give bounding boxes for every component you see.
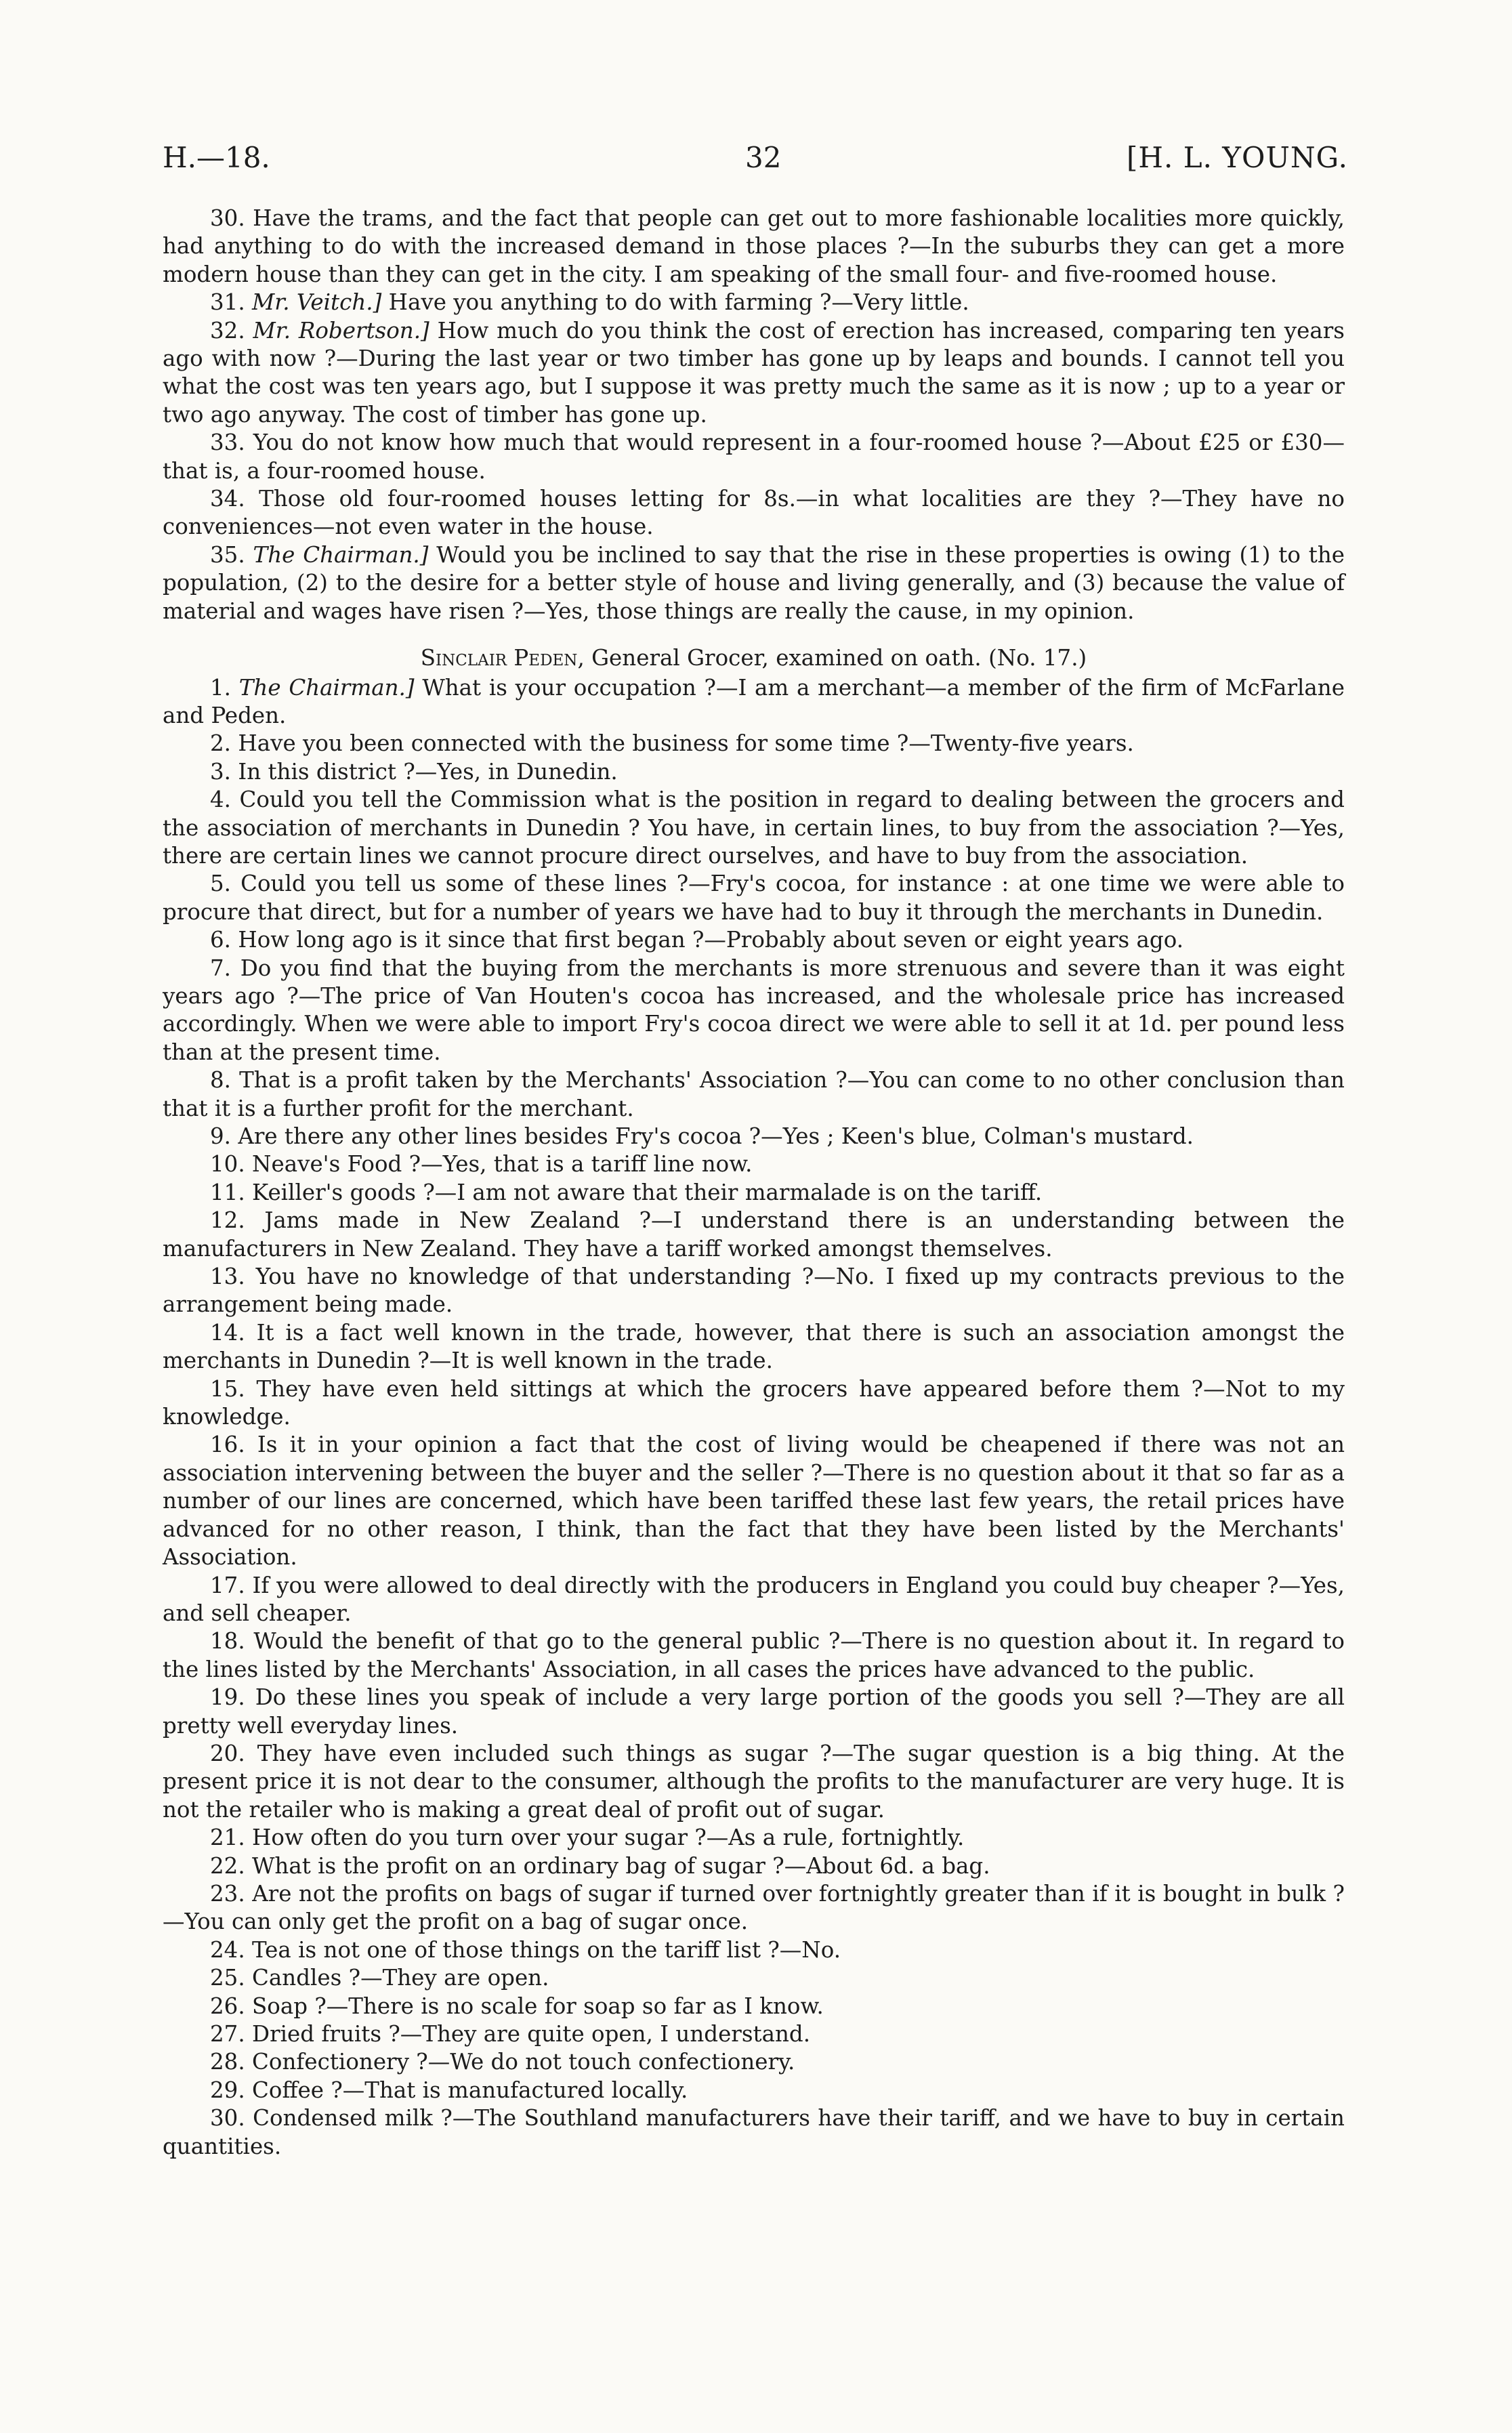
qa-text: Have you anything to do with farming ?—Very little.	[388, 289, 969, 316]
question-answer	[163, 1431, 1345, 1571]
question-answer	[163, 870, 1345, 926]
question-answer	[163, 429, 1345, 485]
question-answer	[163, 786, 1345, 870]
question-answer	[163, 1319, 1345, 1375]
question-number: 23.	[210, 1880, 245, 1907]
speaker: The Chairman.]	[253, 541, 429, 568]
question-number: 32.	[210, 317, 245, 344]
question-answer	[163, 2020, 1345, 2048]
question-number: 14.	[210, 1319, 245, 1346]
question-answer	[163, 730, 1345, 757]
question-number: 29.	[210, 2077, 245, 2103]
question-number: 10.	[210, 1151, 245, 1178]
witness-name: Sinclair Peden	[420, 645, 578, 671]
question-answer	[163, 758, 1345, 786]
question-number: 21.	[210, 1825, 245, 1851]
question-answer	[163, 205, 1345, 289]
qa-text: Coffee ?—That is manufactured locally.	[252, 2077, 688, 2103]
question-answer	[163, 1066, 1345, 1123]
qa-text: Jams made in New Zealand ?—I understand there is an understanding between the manufacturers in New Zealand. They have a tariff worked amongst themselves.	[163, 1207, 1345, 1262]
document-body	[163, 205, 1345, 2161]
young-evidence	[163, 205, 1345, 625]
qa-text: Have you been connected with the business for some time ?—Twenty-five years.	[238, 730, 1134, 757]
qa-text: What is the profit on an ordinary bag of sugar ?—About 6d. a bag.	[252, 1852, 990, 1879]
question-number: 28.	[210, 2049, 245, 2075]
question-answer	[163, 1964, 1345, 1992]
question-number: 27.	[210, 2021, 245, 2047]
qa-text: Could you tell us some of these lines ?—Fry's cocoa, for instance : at one time we were able to procure that direct, but for a number of years we have had to buy it through the merchants in Dunedin.	[163, 871, 1345, 925]
qa-text: How long ago is it since that first began ?—Probably about seven or eight years ago.	[238, 927, 1184, 953]
qa-text: Confectionery ?—We do not touch confectionery.	[252, 2049, 795, 2075]
question-answer	[163, 1179, 1345, 1207]
qa-text: Keiller's goods ?—I am not aware that their marmalade is on the tariff.	[252, 1179, 1043, 1205]
qa-text: Candles ?—They are open.	[252, 1965, 549, 1991]
question-answer	[163, 1880, 1345, 1936]
question-number: 20.	[210, 1740, 245, 1766]
question-answer	[163, 2048, 1345, 2076]
question-number: 31.	[210, 289, 245, 316]
question-number: 33.	[210, 430, 245, 456]
qa-text: Soap ?—There is no scale for soap so far as I know.	[252, 1993, 824, 2019]
question-number: 11.	[210, 1179, 245, 1205]
question-answer	[163, 1572, 1345, 1628]
qa-text: Do these lines you speak of include a very large portion of the goods you sell ?—They are all pretty well everyday lines.	[163, 1684, 1345, 1739]
question-number: 26.	[210, 1993, 245, 2019]
qa-text: In this district ?—Yes, in Dunedin.	[238, 758, 618, 785]
question-answer	[163, 317, 1345, 430]
qa-text: Do you find that the buying from the merchants is more strenuous and severe than it was eight years ago ?—The price of Van Houten's cocoa has increased, and the wholesale price has increased accordingly. When we were able to import Fry's cocoa direct we were able to sell it at 1d. per pound less than at the present time.	[163, 955, 1345, 1065]
speaker: Mr. Robertson.]	[253, 317, 429, 344]
qa-text: How often do you turn over your sugar ?—As a rule, fortnightly.	[252, 1825, 965, 1851]
speaker: The Chairman.]	[238, 674, 415, 701]
question-answer	[163, 1936, 1345, 1964]
question-answer	[163, 1150, 1345, 1178]
question-number: 30.	[210, 205, 245, 231]
question-number: 3.	[210, 758, 232, 785]
qa-text: Tea is not one of those things on the tariff list ?—No.	[252, 1936, 841, 1963]
question-answer	[163, 2104, 1345, 2161]
question-number: 24.	[210, 1936, 245, 1963]
question-number: 2.	[210, 730, 232, 757]
question-answer	[163, 1740, 1345, 1824]
question-number: 15.	[210, 1375, 245, 1402]
qa-text: Neave's Food ?—Yes, that is a tariff line now.	[252, 1151, 753, 1178]
question-number: 22.	[210, 1852, 245, 1879]
question-number: 4.	[210, 787, 232, 813]
qa-text: Condensed milk ?—The Southland manufacturers have their tariff, and we have to buy in certain quantities.	[163, 2105, 1345, 2159]
question-number: 16.	[210, 1432, 245, 1458]
question-answer	[163, 1207, 1345, 1263]
question-answer	[163, 955, 1345, 1067]
question-answer	[163, 1852, 1345, 1880]
question-answer	[163, 1993, 1345, 2020]
qa-text: You have no knowledge of that understanding ?—No. I fixed up my contracts previous to the arrangement being made.	[163, 1264, 1345, 1318]
question-answer	[163, 485, 1345, 541]
qa-text: You do not know how much that would represent in a four-roomed house ?—About £25 or £30—that is, a four-roomed house.	[163, 430, 1345, 484]
question-number: 7.	[210, 955, 232, 981]
qa-text: Would the benefit of that go to the general public ?—There is no question about it. In regard to the lines listed by the Merchants' Association, in all cases the prices have advanced to the public.	[163, 1628, 1345, 1682]
question-number: 17.	[210, 1572, 245, 1598]
qa-text: How much do you think the cost of erection has increased, comparing ten years ago with now ?—During the last year or two timber has gone up by leaps and bounds. I cannot tell you what the cost was ten years ago, but I suppose it was pretty much the same as it is now ; up to a year or two ago anyway. The cost of timber has gone up.	[163, 317, 1345, 428]
question-number: 34.	[210, 486, 245, 512]
question-answer	[163, 1375, 1345, 1432]
qa-text: Those old four-roomed houses letting for 8s.—in what localities are they ?—They have no conveniences—not even water in the house.	[163, 486, 1345, 540]
qa-text: Is it in your opinion a fact that the cost of living would be cheapened if there was not an association intervening between the buyer and the seller ?—There is no question about it that so far as a number of our lines are concerned, which have been tariffed these last few years, the retail prices have advanced for no other reason, I think, than the fact that they have been listed by the Merchants' Association.	[163, 1432, 1345, 1571]
qa-text: Have the trams, and the fact that people can get out to more fashionable localities more quickly, had anything to do with the increased demand in those places ?—In the suburbs they can get a more modern house than they can get in the city. I am speaking of the small four- and five-roomed house.	[163, 205, 1345, 287]
question-number: 8.	[210, 1067, 232, 1094]
question-number: 13.	[210, 1264, 245, 1290]
question-answer	[163, 1824, 1345, 1852]
qa-text: Could you tell the Commission what is the position in regard to dealing between the grocers and the association of merchants in Dunedin ? You have, in certain lines, to buy from the association ?—Yes, there are certain lines we cannot procure direct ourselves, and have to buy from the association.	[163, 787, 1345, 869]
question-answer	[163, 674, 1345, 730]
question-answer	[163, 289, 1345, 316]
question-number: 5.	[210, 871, 232, 897]
witness-description: , General Grocer, examined on oath. (No. 17.)	[577, 645, 1087, 671]
question-number: 1.	[210, 674, 232, 701]
question-number: 18.	[210, 1628, 245, 1655]
question-number: 19.	[210, 1684, 245, 1711]
question-answer	[163, 2077, 1345, 2104]
qa-text: Are not the profits on bags of sugar if turned over fortnightly greater than if it is bought in bulk ?—You can only get the profit on a bag of sugar once.	[163, 1880, 1345, 1935]
question-number: 25.	[210, 1965, 245, 1991]
question-number: 6.	[210, 927, 232, 953]
peden-evidence	[163, 674, 1345, 2161]
page-header	[163, 141, 1348, 182]
qa-text: They have even held sittings at which the grocers have appeared before them ?—Not to my knowledge.	[163, 1375, 1345, 1430]
qa-text: Would you be inclined to say that the rise in these properties is owing (1) to the population, (2) to the desire for a better style of house and living generally, and (3) because the value of material and wages have risen ?—Yes, those things are really the cause, in my opinion.	[163, 541, 1345, 624]
question-answer	[163, 1627, 1345, 1684]
question-answer	[163, 926, 1345, 954]
question-number: 12.	[210, 1207, 245, 1234]
witness-running-head: [H. L. YOUNG.	[1126, 141, 1348, 174]
qa-text: That is a profit taken by the Merchants' Association ?—You can come to no other conclusion than that it is a further profit for the merchant.	[163, 1067, 1345, 1121]
qa-text: Are there any other lines besides Fry's cocoa ?—Yes ; Keen's blue, Colman's mustard.	[238, 1123, 1194, 1149]
question-answer	[163, 1684, 1345, 1740]
qa-text: It is a fact well known in the trade, however, that there is such an association amongst the merchants in Dunedin ?—It is well known in the trade.	[163, 1319, 1345, 1374]
question-answer	[163, 1123, 1345, 1150]
qa-text: They have even included such things as sugar ?—The sugar question is a big thing. At the present price it is not dear to the consumer, although the profits to the manufacturer are very huge. It is not the retailer who is making a great deal of profit out of sugar.	[163, 1740, 1345, 1823]
qa-text: Dried fruits ?—They are quite open, I understand.	[252, 2021, 811, 2047]
question-answer	[163, 1263, 1345, 1319]
speaker: Mr. Veitch.]	[252, 289, 382, 316]
question-number: 30.	[210, 2105, 245, 2132]
qa-text: What is your occupation ?—I am a merchant—a member of the firm of McFarlane and Peden.	[163, 674, 1345, 728]
qa-text: If you were allowed to deal directly with the producers in England you could buy cheaper ?—Yes, and sell cheaper.	[163, 1572, 1345, 1626]
question-number: 9.	[210, 1123, 232, 1149]
question-answer	[163, 541, 1345, 625]
paper-reference: H.—18.	[163, 141, 270, 174]
witness-heading	[163, 644, 1345, 672]
page-number: 32	[745, 141, 782, 174]
question-number: 35.	[210, 541, 245, 568]
